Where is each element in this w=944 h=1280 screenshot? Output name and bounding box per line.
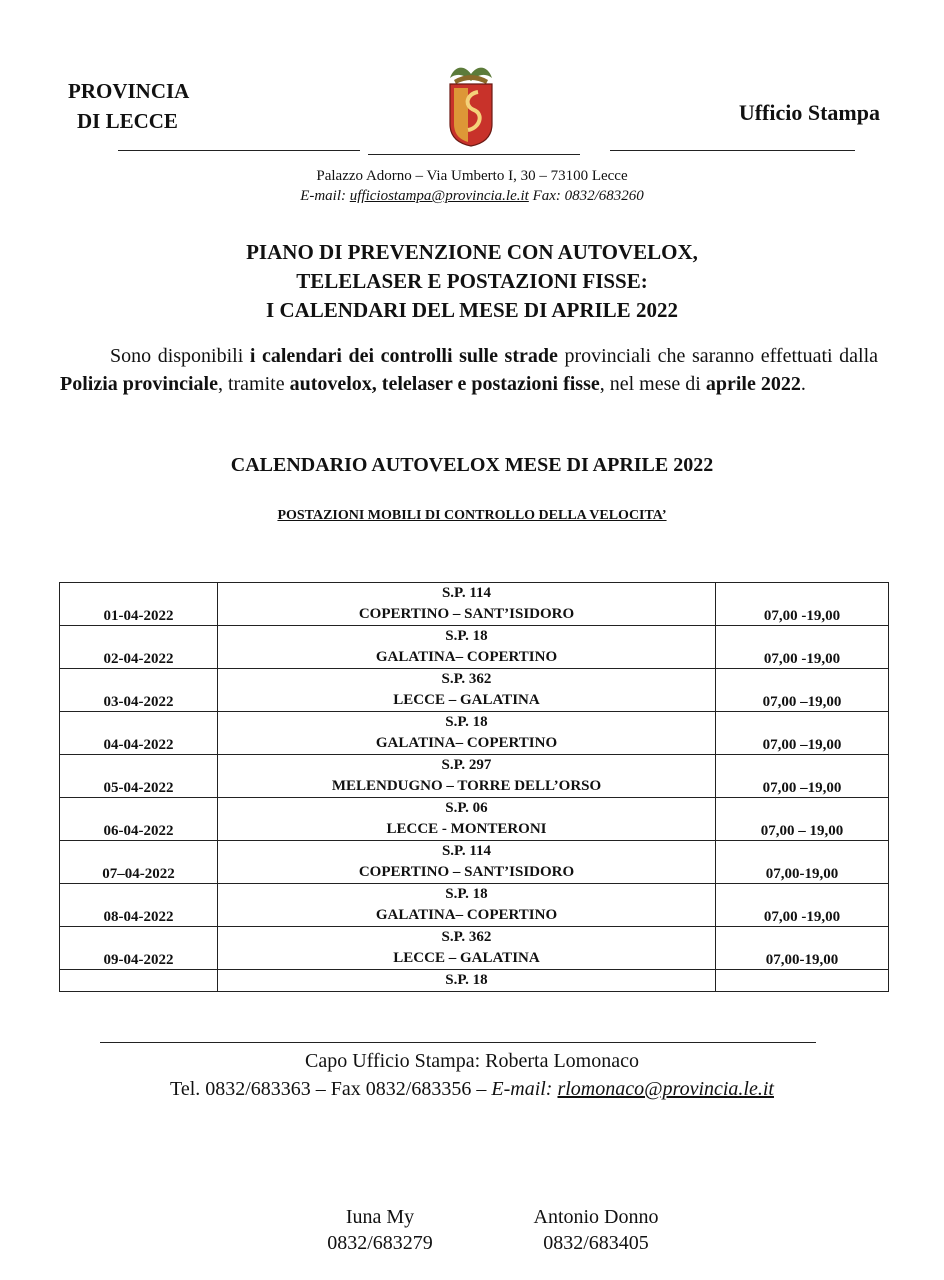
road-cell — [218, 927, 716, 970]
road-number: S.P. 114 — [441, 585, 492, 601]
control-date: 08-04-2022 — [60, 884, 218, 927]
header-rule-left — [118, 150, 360, 151]
control-date: 04-04-2022 — [60, 712, 218, 755]
road-number: S.P. 18 — [218, 970, 716, 992]
control-time: 07,00 –19,00 — [716, 712, 889, 755]
road-route: LECCE – GALATINA — [393, 692, 540, 708]
person-name: Iuna My — [345, 1206, 415, 1228]
calendar-table — [59, 582, 889, 992]
road-route: GALATINA– COPERTINO — [375, 649, 558, 665]
footer-email-link[interactable]: rlomonaco@provincia.le.it — [557, 1078, 774, 1100]
road-cell — [218, 712, 716, 755]
press-office-head: Capo Ufficio Stampa: Roberta Lomonaco — [305, 1050, 639, 1072]
road-number: S.P. 18 — [445, 714, 488, 730]
control-time: 07,00 -19,00 — [716, 626, 889, 669]
control-time: 07,00 –19,00 — [716, 755, 889, 798]
intro-text: , tramite — [217, 373, 290, 395]
intro-bold: aprile 2022 — [705, 373, 801, 395]
road-number: S.P. 18 — [445, 628, 488, 644]
intro-paragraph — [60, 342, 878, 398]
control-time: 07,00 -19,00 — [716, 583, 889, 626]
road-cell — [218, 755, 716, 798]
intro-text: provinciali che saranno effettuati dalla — [557, 345, 879, 367]
intro-text: , nel mese di — [599, 373, 706, 395]
organization-name — [68, 76, 189, 136]
control-time: 07,00 – 19,00 — [716, 798, 889, 841]
road-cell — [218, 798, 716, 841]
control-time — [716, 970, 889, 992]
org-line-1: PROVINCIA — [68, 79, 190, 103]
road-number: S.P. 06 — [445, 800, 488, 816]
road-route: COPERTINO – SANT’ISIDORO — [358, 606, 575, 622]
road-number: S.P. 362 — [441, 671, 492, 687]
contact-person-1 — [300, 1204, 460, 1256]
org-line-2: DI LECCE — [77, 109, 178, 133]
control-time: 07,00-19,00 — [716, 927, 889, 970]
road-number: S.P. 297 — [441, 757, 492, 773]
title-line-2: TELELASER E POSTAZIONI FISSE: — [296, 269, 648, 293]
control-date: 02-04-2022 — [60, 626, 218, 669]
road-route: MELENDUGNO – TORRE DELL’ORSO — [331, 778, 602, 794]
road-cell — [218, 884, 716, 927]
table-row — [60, 841, 889, 884]
calendar-table-body — [60, 583, 889, 992]
header-rule-center — [368, 154, 580, 155]
table-row — [60, 884, 889, 927]
person-name: Antonio Donno — [533, 1206, 659, 1228]
table-row — [60, 626, 889, 669]
road-number: S.P. 362 — [441, 929, 492, 945]
control-date: 03-04-2022 — [60, 669, 218, 712]
table-row — [60, 712, 889, 755]
control-date: 06-04-2022 — [60, 798, 218, 841]
intro-text: . — [800, 373, 806, 395]
office-name: Ufficio Stampa — [738, 100, 880, 125]
road-number: S.P. 18 — [445, 886, 488, 902]
contact-line — [0, 186, 944, 206]
province-emblem — [444, 64, 498, 148]
header-rule-right — [610, 150, 855, 151]
intro-bold: Polizia provinciale — [60, 373, 218, 395]
press-release-title — [0, 238, 944, 325]
table-row — [60, 798, 889, 841]
footer-rule — [100, 1042, 816, 1043]
control-date: 01-04-2022 — [60, 583, 218, 626]
road-route: LECCE – GALATINA — [393, 950, 540, 966]
road-cell — [218, 669, 716, 712]
title-line-3: I CALENDARI DEL MESE DI APRILE 2022 — [266, 298, 678, 322]
control-date: 07–04-2022 — [60, 841, 218, 884]
calendar-title: CALENDARIO AUTOVELOX MESE DI APRILE 2022 — [230, 454, 714, 476]
road-cell — [218, 583, 716, 626]
calendar-subtitle: POSTAZIONI MOBILI DI CONTROLLO DELLA VELOCITA’ — [277, 508, 667, 523]
table-row — [60, 927, 889, 970]
control-date: 09-04-2022 — [60, 927, 218, 970]
phone-fax: Tel. 0832/683363 – Fax 0832/683356 – — [170, 1078, 492, 1100]
control-time: 07,00 -19,00 — [716, 884, 889, 927]
title-line-1: PIANO DI PREVENZIONE CON AUTOVELOX, — [246, 240, 698, 264]
contact-person-2 — [506, 1204, 686, 1256]
laurel-crown — [450, 68, 492, 84]
road-cell — [218, 841, 716, 884]
control-time: 07,00 –19,00 — [716, 669, 889, 712]
person-phone: 0832/683405 — [543, 1232, 649, 1254]
intro-bold: i calendari dei controlli sulle strade — [249, 345, 558, 367]
road-route: LECCE - MONTERONI — [386, 821, 547, 837]
table-row — [60, 970, 889, 992]
road-route: GALATINA– COPERTINO — [375, 907, 558, 923]
email-label: E-mail: — [300, 188, 347, 204]
table-row — [60, 583, 889, 626]
road-cell — [218, 626, 716, 669]
office-email-link[interactable]: ufficiostampa@provincia.le.it — [349, 188, 529, 204]
table-row — [60, 755, 889, 798]
address-block — [0, 166, 944, 206]
control-date: 05-04-2022 — [60, 755, 218, 798]
road-number: S.P. 114 — [441, 843, 492, 859]
footer-contacts — [0, 1078, 944, 1101]
address-line: Palazzo Adorno – Via Umberto I, 30 – 73100 Lecce — [316, 168, 628, 184]
person-phone: 0832/683279 — [327, 1232, 433, 1254]
road-route: COPERTINO – SANT’ISIDORO — [358, 864, 575, 880]
intro-text: Sono disponibili — [110, 345, 250, 367]
road-route: GALATINA– COPERTINO — [375, 735, 558, 751]
fax-number: Fax: 0832/683260 — [532, 188, 644, 204]
intro-bold: autovelox, telelaser e postazioni fisse — [289, 373, 600, 395]
footer-email-label: E-mail: — [491, 1078, 553, 1100]
control-time: 07,00-19,00 — [716, 841, 889, 884]
control-date — [60, 970, 218, 992]
table-row — [60, 669, 889, 712]
